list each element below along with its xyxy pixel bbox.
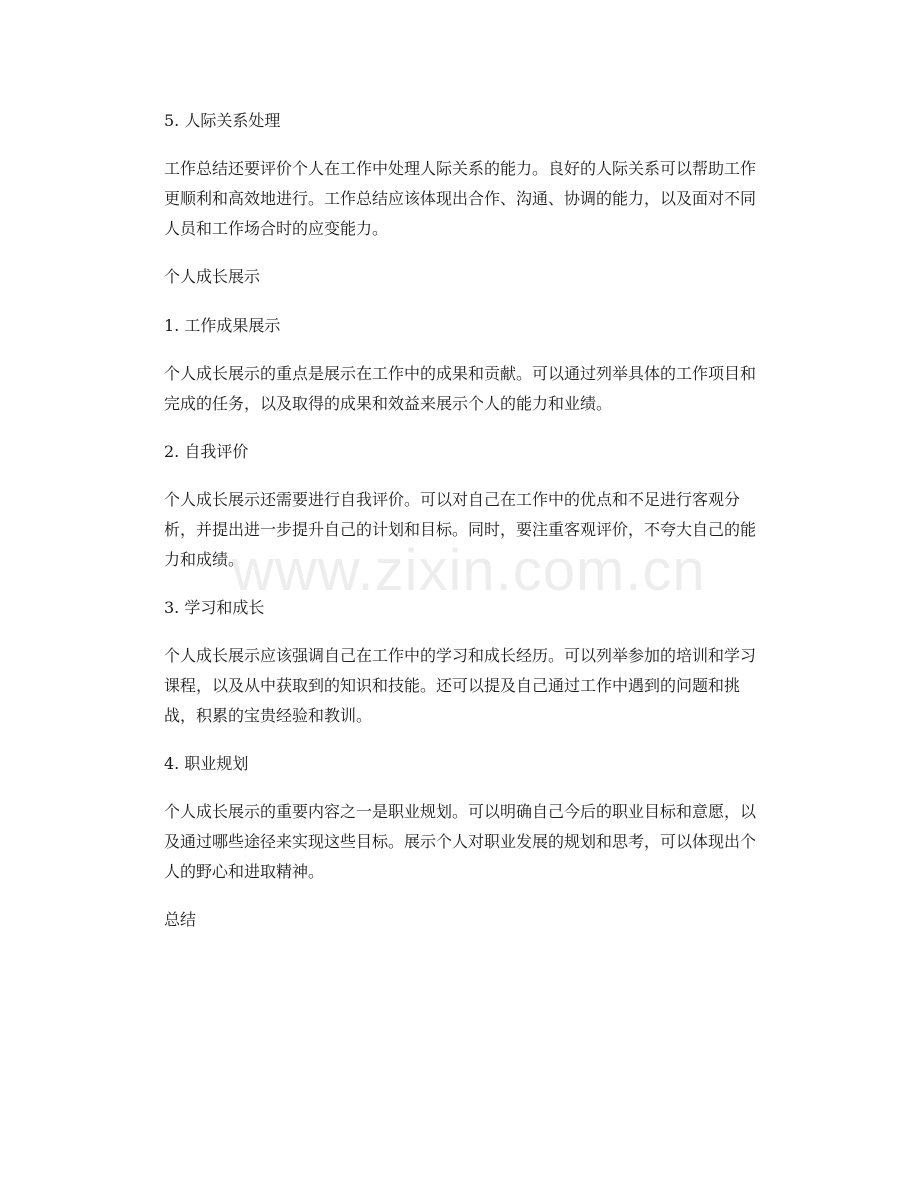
paragraph-interpersonal: 工作总结还要评价个人在工作中处理人际关系的能力。良好的人际关系可以帮助工作更顺利和高效地进行。工作总结应该体现出合作、沟通、协调的能力，以及面对不同人员和工作场合时的应变能力。 xyxy=(164,159,757,238)
section-heading-work-results: 1. 工作成果展示 xyxy=(164,316,281,335)
section-heading-career-planning: 4. 职业规划 xyxy=(164,754,249,773)
paragraph-career-planning: 个人成长展示的重要内容之一是职业规划。可以明确自己今后的职业目标和意愿，以及通过哪些途径来实现这些目标。展示个人对职业发展的规划和思考，可以体现出个人的野心和进取精神。 xyxy=(164,802,757,881)
paragraph-self-evaluation: 个人成长展示还需要进行自我评价。可以对自己在工作中的优点和不足进行客观分析，并提出进一步提升自己的计划和目标。同时，要注重客观评价，不夸大自己的能力和成绩。 xyxy=(164,490,757,569)
section-heading-summary: 总结 xyxy=(164,910,197,929)
watermark: www.zixin.com.cn xyxy=(232,538,706,603)
document-body xyxy=(164,105,764,953)
paragraph-work-results: 个人成长展示的重点是展示在工作中的成果和贡献。可以通过列举具体的工作项目和完成的任务，以及取得的成果和效益来展示个人的能力和业绩。 xyxy=(164,364,757,413)
section-heading-learning-growth: 3. 学习和成长 xyxy=(164,598,265,617)
section-heading-self-evaluation: 2. 自我评价 xyxy=(164,442,249,461)
section-heading-interpersonal: 5. 人际关系处理 xyxy=(164,111,281,130)
paragraph-learning-growth: 个人成长展示应该强调自己在工作中的学习和成长经历。可以列举参加的培训和学习课程，以及从中获取到的知识和技能。还可以提及自己通过工作中遇到的问题和挑战，积累的宝贵经验和教训。 xyxy=(164,646,757,725)
section-heading-personal-growth: 个人成长展示 xyxy=(164,267,261,286)
